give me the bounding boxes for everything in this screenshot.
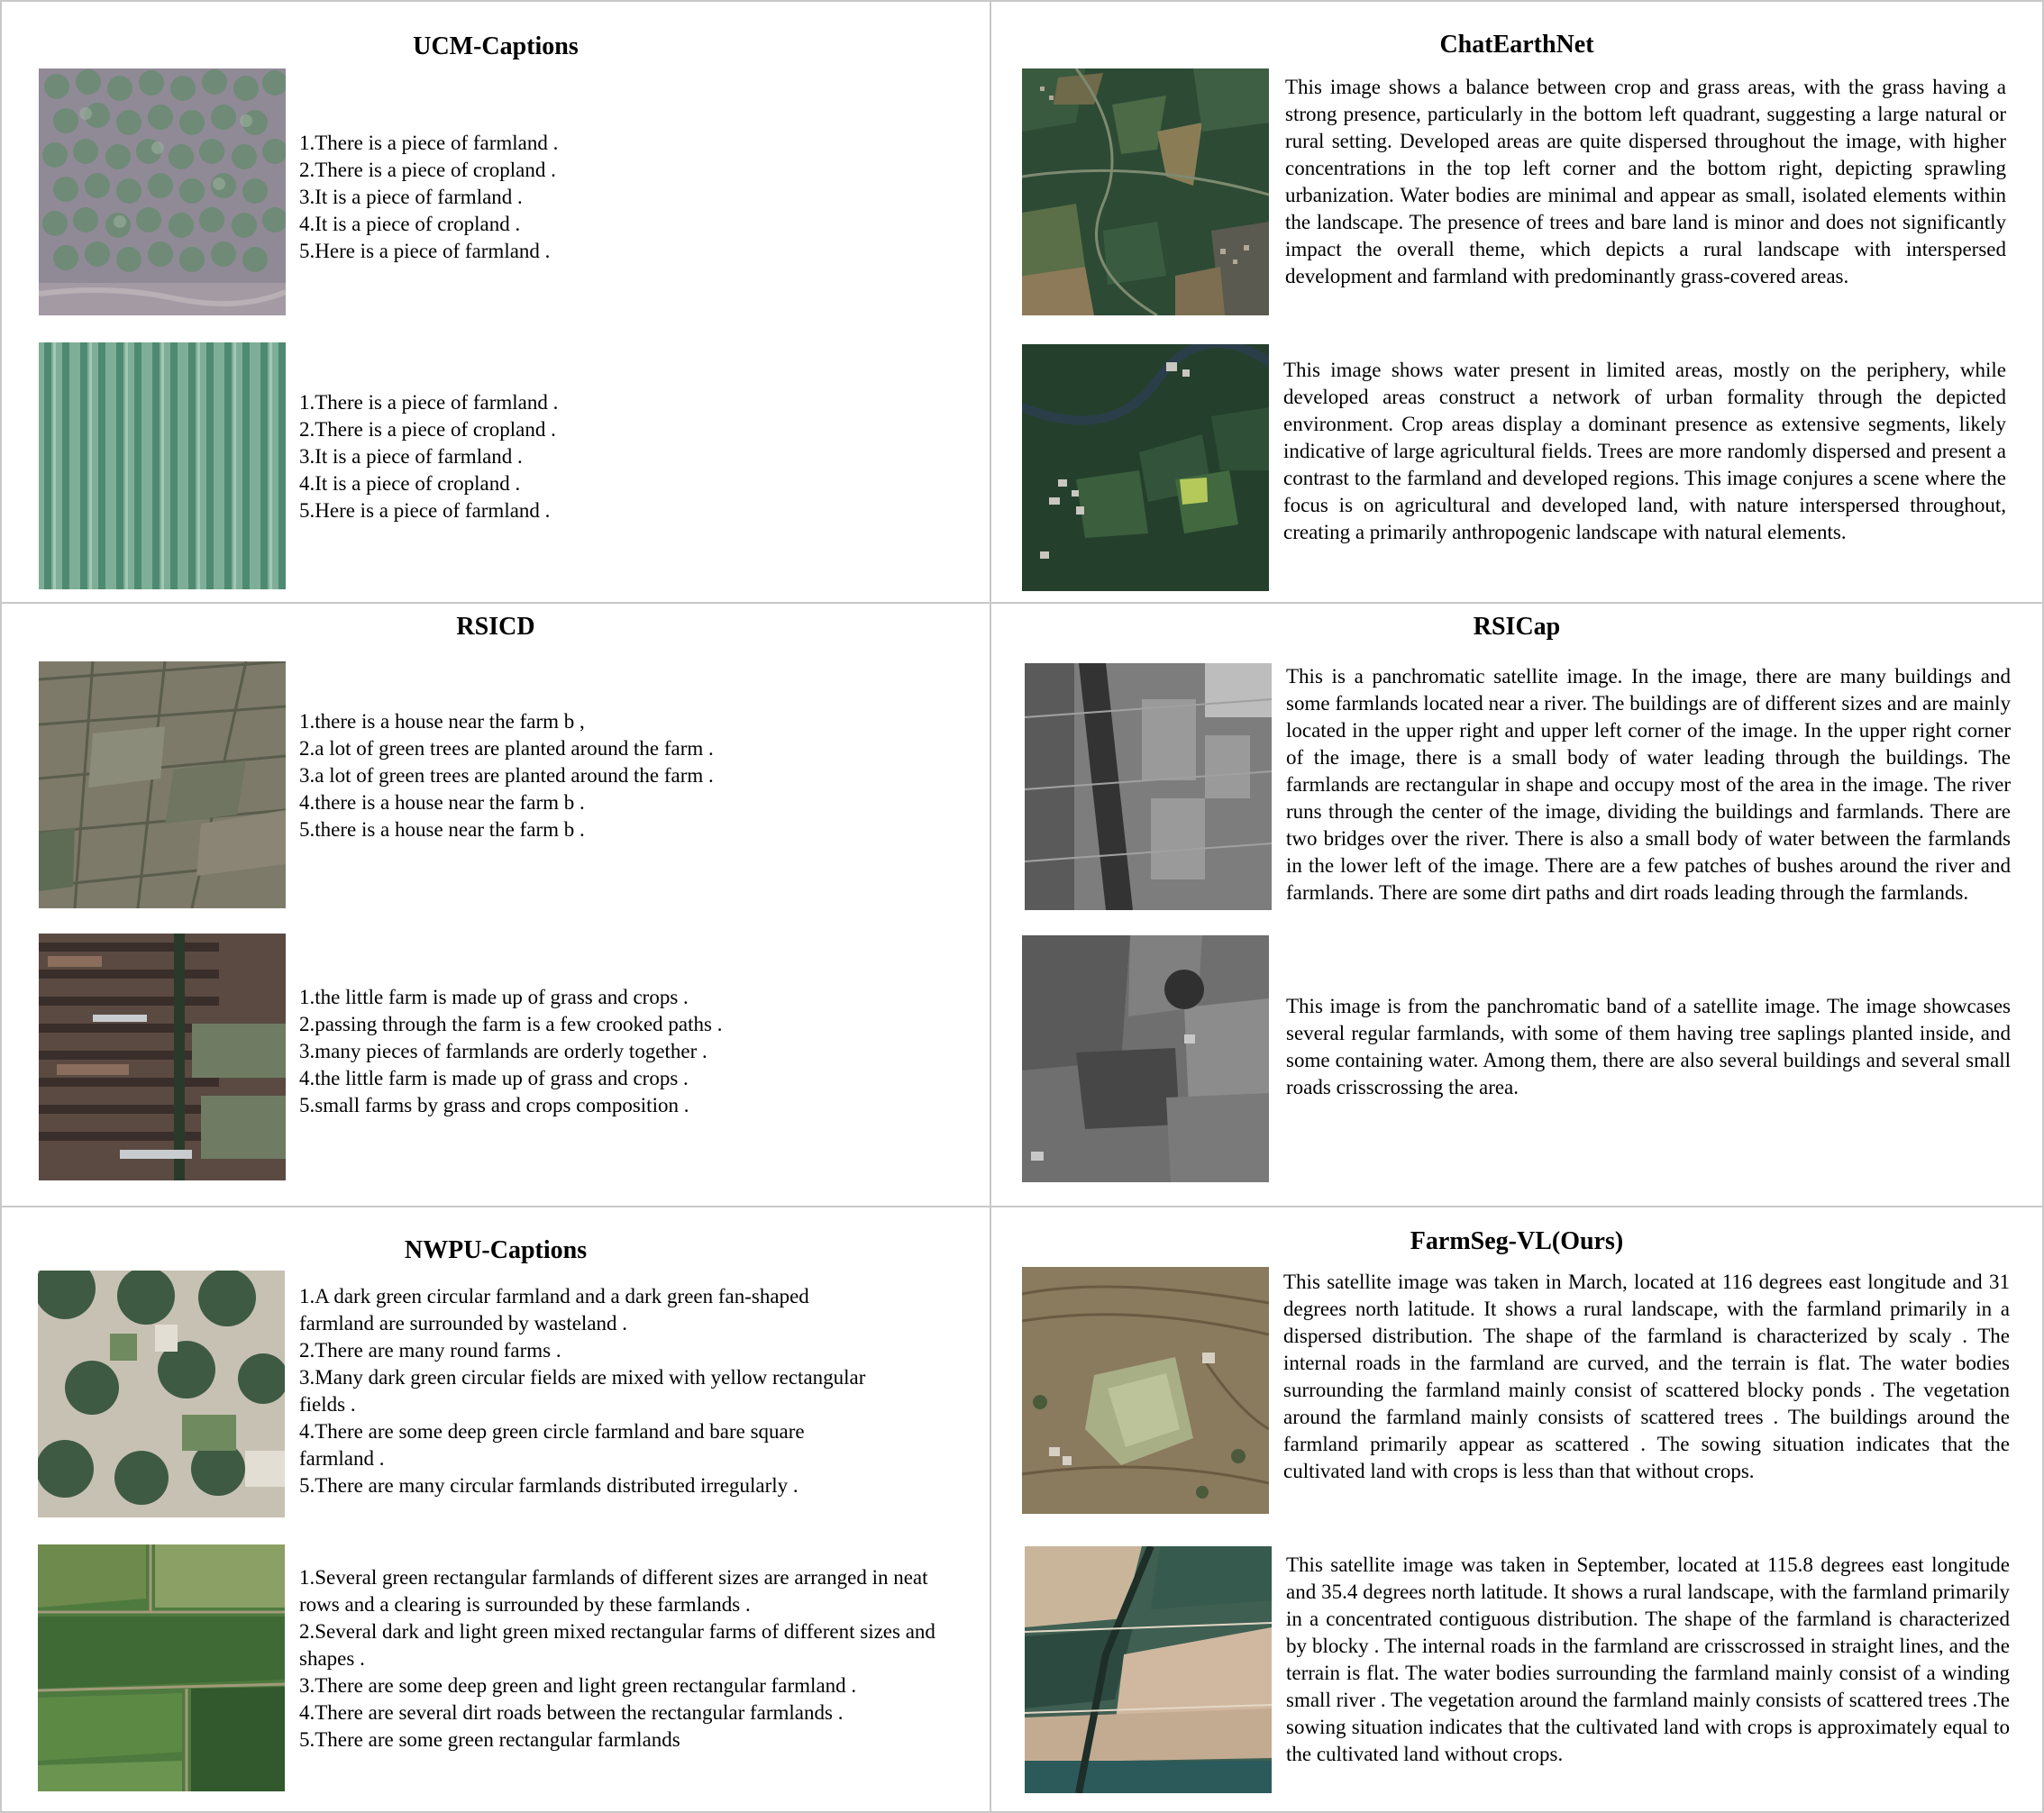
caption-line: 4.There are some deep green circle farmland and bare square farmland . xyxy=(299,1420,805,1470)
panel-title: UCM-Captions xyxy=(413,32,579,60)
panel-title: FarmSeg-VL(Ours) xyxy=(1410,1227,1624,1255)
panel-ucm-captions xyxy=(0,0,991,604)
caption-line: 1.There is a piece of farmland . xyxy=(299,132,559,154)
caption-line: 1.the little farm is made up of grass and crops . xyxy=(299,986,689,1008)
river-farmland-urban-image xyxy=(1022,344,1269,591)
caption-list xyxy=(299,389,558,524)
caption-line: 5.there is a house near the farm b . xyxy=(299,818,585,841)
caption-list xyxy=(299,1564,966,1754)
caption-line: 2.passing through the farm is a few crooked paths . xyxy=(299,1013,723,1035)
rectangular-fields-image xyxy=(39,661,286,908)
caption-line: 3.It is a piece of farmland . xyxy=(299,445,523,468)
description-text: This image shows water present in limited areas, mostly on the periphery, while developed areas construct a network of urban formality through the depicted environment. Crop areas display a dominant presence as extensive segments, likely indicative of large agricultural fields. Trees are more randomly dispersed and present a contrast to the farmland and developed regions. This image conjures a scene where the focus is on agricultural and developed land, with nature interspersed throughout, creating a primarily anthropogenic landscape with natural elements. xyxy=(1283,359,2006,543)
caption-line: 1.There is a piece of farmland . xyxy=(299,391,559,414)
caption-list xyxy=(299,130,558,265)
caption-line: 3.a lot of green trees are planted around the farm . xyxy=(299,764,714,787)
circular-pivot-fields-image xyxy=(38,1271,285,1517)
rural-grass-crop-image xyxy=(1022,68,1269,315)
caption-line: 5.There are some green rectangular farmlands xyxy=(299,1728,680,1751)
striped-crop-rows-image xyxy=(39,342,286,589)
caption-line: 4.there is a house near the farm b . xyxy=(299,791,585,814)
panel-farmseg-vl xyxy=(990,1206,2044,1813)
panel-title: RSICD xyxy=(456,613,535,641)
terraced-pond-village-image xyxy=(1022,1267,1269,1514)
caption-line: 3.There are some deep green and light green rectangular farmland . xyxy=(299,1674,857,1697)
description-text: This satellite image was taken in March, located at 116 degrees east longitude and 31 degrees north latitude. It shows a rural landscape, with the farmland primarily in a dispersed distribution. The shape of the farmland is characterized by scaly . The internal roads in the farmland are curved, and the terrain is flat. The water bodies surrounding the farmland mainly consist of scattered blocky ponds . The vegetation around the farmland mainly consists of scattered trees . The buildings around the farmland primarily appear as scattered . The sowing situation indicates that the cultivated land with crops is less than that without crops. xyxy=(1283,1271,2010,1482)
caption-line: 2.There is a piece of cropland . xyxy=(299,418,556,441)
caption-list xyxy=(299,1283,876,1499)
panel-nwpu-captions xyxy=(0,1206,991,1813)
riverside-blocky-fields-image xyxy=(1025,1546,1272,1793)
caption-line: 5.There are many circular farmlands distributed irregularly . xyxy=(299,1474,798,1497)
panel-rsicd xyxy=(0,602,991,1207)
caption-line: 5.Here is a piece of farmland . xyxy=(299,240,551,262)
panel-rsicap xyxy=(990,602,2044,1207)
greenhouse-farm-image xyxy=(39,934,286,1180)
description-text: This satellite image was taken in September, located at 115.8 degrees east longitude and 35.4 degrees north latitude. It shows a rural landscape, with the farmland primarily in a concentrated contiguous distribution. The shape of the farmland is characterized by blocky . The internal roads in the farmland are crisscrossed in straight lines, and the terrain is flat. The water bodies surrounding the farmland mainly consist of a winding small river . The vegetation around the farmland mainly consists of scattered trees .The sowing situation indicates that the cultivated land with crops is approximately equal to the cultivated land without crops. xyxy=(1286,1553,2010,1765)
caption-line: 3.many pieces of farmlands are orderly together . xyxy=(299,1040,707,1062)
description-text: This image is from the panchromatic band of a satellite image. The image showcases several regular farmlands, with some of them having tree saplings planted inside, and some containing water. Among them, there are also several buildings and several small roads crisscrossing the area. xyxy=(1286,995,2011,1098)
caption-list xyxy=(299,708,714,843)
caption-line: 5.Here is a piece of farmland . xyxy=(299,499,551,522)
caption-line: 3.Many dark green circular fields are mixed with yellow rectangular fields . xyxy=(299,1366,866,1416)
description-text: This image shows a balance between crop and grass areas, with the grass having a strong presence, particularly in the bottom left quadrant, suggesting a large natural or rural setting. Developed areas are quite dispersed throughout the image, with higher concentrations in the top left corner and the bottom right, depicting sprawling urbanization. Water bodies are minimal and appear as small, isolated elements within the landscape. The presence of trees and bare land is minor and does not significantly impact the overall theme, which depicts a rural landscape with interspersed development and farmland with predominantly grass-covered areas. xyxy=(1285,76,2006,287)
description-text: This is a panchromatic satellite image. In the image, there are many buildings and some farmlands located near a river. The buildings are of different sizes and are mainly located in the upper right and upper left corner of the image. In the upper right corner of the image, there is a small body of water leading through the buildings. The farmlands are rectangular in shape and occupy most of the area in the image. The river runs through the center of the image, dividing the buildings and farmlands. There are two bridges over the river. There is also a small body of water between the farmlands in the lower left of the image. There are a few patches of bushes around the river and farmlands. There are some dirt paths and dirt roads leading through the farmlands. xyxy=(1286,665,2011,904)
caption-line: 1.Several green rectangular farmlands of different sizes are arranged in neat rows and a clearing is surrounded by these farmlands . xyxy=(299,1566,928,1616)
green-rectangular-fields-image xyxy=(38,1544,285,1791)
caption-line: 4.the little farm is made up of grass and crops . xyxy=(299,1067,689,1089)
panchromatic-river-farmland-image xyxy=(1025,663,1272,910)
caption-line: 3.It is a piece of farmland . xyxy=(299,186,523,208)
caption-line: 2.a lot of green trees are planted around the farm . xyxy=(299,737,714,760)
caption-line: 2.Several dark and light green mixed rectangular farms of different sizes and shapes . xyxy=(299,1620,935,1670)
panel-title: ChatEarthNet xyxy=(1439,31,1594,59)
panchromatic-regular-farmland-image xyxy=(1022,935,1269,1182)
panel-title: NWPU-Captions xyxy=(404,1236,588,1264)
orchard-tree-rows-image xyxy=(39,68,286,315)
panel-title: RSICap xyxy=(1473,613,1561,641)
caption-line: 1.there is a house near the farm b , xyxy=(299,710,585,733)
caption-line: 2.There is a piece of cropland . xyxy=(299,159,556,181)
caption-line: 4.It is a piece of cropland . xyxy=(299,472,521,495)
caption-line: 1.A dark green circular farmland and a dark green fan-shaped farmland are surrounded by wasteland . xyxy=(299,1285,809,1335)
panel-chatearthnet xyxy=(990,0,2044,604)
caption-line: 4.It is a piece of cropland . xyxy=(299,213,521,235)
caption-line: 4.There are several dirt roads between the rectangular farmlands . xyxy=(299,1701,844,1724)
caption-list xyxy=(299,984,722,1119)
caption-line: 2.There are many round farms . xyxy=(299,1339,561,1362)
caption-line: 5.small farms by grass and crops composition . xyxy=(299,1094,689,1116)
